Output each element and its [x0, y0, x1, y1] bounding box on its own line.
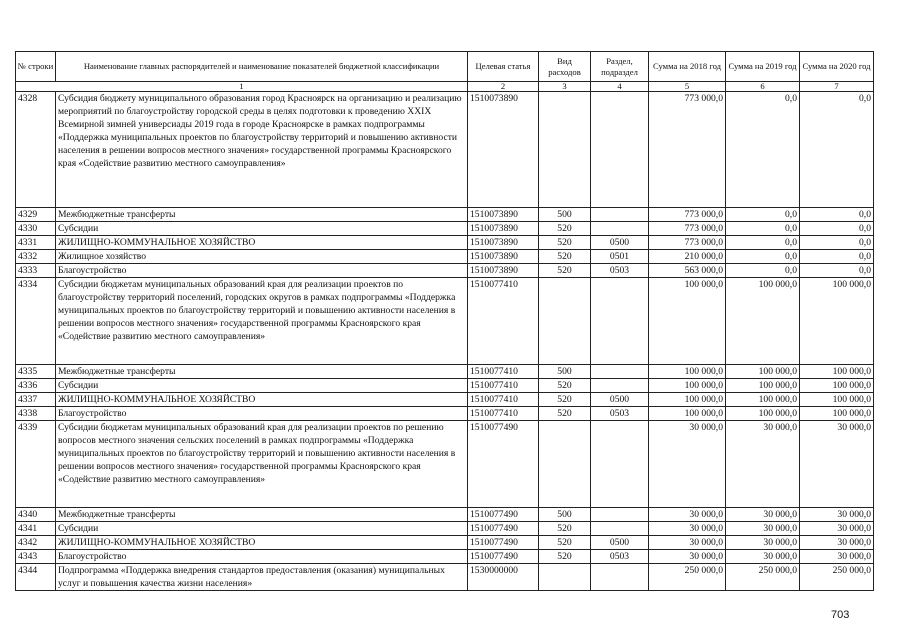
header-target: Целевая статья — [468, 52, 539, 82]
row-target-article: 1510077490 — [468, 421, 539, 508]
row-sum-2019: 0,0 — [726, 92, 800, 208]
row-section — [591, 522, 649, 536]
row-target-article: 1510077410 — [468, 407, 539, 421]
row-expense-type: 500 — [539, 208, 591, 222]
row-number: 4339 — [16, 421, 56, 508]
row-sum-2020: 30 000,0 — [800, 421, 874, 508]
row-number: 4330 — [16, 222, 56, 236]
row-sum-2019: 250 000,0 — [726, 564, 800, 591]
table-body — [16, 92, 874, 591]
row-number: 4332 — [16, 250, 56, 264]
row-name: ЖИЛИЩНО-КОММУНАЛЬНОЕ ХОЗЯЙСТВО — [56, 393, 468, 407]
row-sum-2019: 100 000,0 — [726, 379, 800, 393]
row-name: Субсидии — [56, 222, 468, 236]
row-sum-2018: 30 000,0 — [649, 508, 726, 522]
table-row — [16, 236, 874, 250]
row-name: Субсидии — [56, 379, 468, 393]
row-number: 4329 — [16, 208, 56, 222]
row-section: 0503 — [591, 407, 649, 421]
header-sum-2020: Сумма на 2020 год — [800, 52, 874, 82]
row-sum-2019: 30 000,0 — [726, 536, 800, 550]
column-number: 6 — [726, 82, 800, 92]
row-sum-2019: 100 000,0 — [726, 393, 800, 407]
row-sum-2020: 0,0 — [800, 222, 874, 236]
row-section: 0500 — [591, 393, 649, 407]
header-row — [16, 52, 874, 82]
row-sum-2020: 30 000,0 — [800, 536, 874, 550]
table-row — [16, 522, 874, 536]
table-row — [16, 564, 874, 591]
header-expense-type: Вид расходов — [539, 52, 591, 82]
row-name: Субсидии бюджетам муниципальных образований края для реализации проектов по решению вопросов местного значения сельских поселений в рамках подпрограммы «Поддержка муниципальных проектов по благоустройству территорий и повышению активности населения в решении вопросов местного значения» государственной программы Красноярского края «Содействие развитию местного самоуправления» — [56, 421, 468, 508]
row-sum-2020: 30 000,0 — [800, 522, 874, 536]
row-sum-2020: 30 000,0 — [800, 508, 874, 522]
row-sum-2018: 100 000,0 — [649, 407, 726, 421]
row-name: Благоустройство — [56, 264, 468, 278]
row-number: 4335 — [16, 365, 56, 379]
row-expense-type — [539, 92, 591, 208]
row-section — [591, 379, 649, 393]
row-target-article: 1510077490 — [468, 536, 539, 550]
row-section: 0501 — [591, 250, 649, 264]
row-sum-2019: 30 000,0 — [726, 522, 800, 536]
row-section — [591, 508, 649, 522]
row-sum-2020: 100 000,0 — [800, 365, 874, 379]
row-expense-type: 520 — [539, 550, 591, 564]
column-number: 4 — [591, 82, 649, 92]
row-name: ЖИЛИЩНО-КОММУНАЛЬНОЕ ХОЗЯЙСТВО — [56, 236, 468, 250]
table-row — [16, 421, 874, 508]
row-sum-2019: 100 000,0 — [726, 278, 800, 365]
row-number: 4344 — [16, 564, 56, 591]
row-expense-type: 520 — [539, 250, 591, 264]
row-section: 0503 — [591, 550, 649, 564]
table-row — [16, 365, 874, 379]
row-number: 4337 — [16, 393, 56, 407]
table-row — [16, 393, 874, 407]
row-section — [591, 278, 649, 365]
table-row — [16, 536, 874, 550]
row-number: 4342 — [16, 536, 56, 550]
table-row — [16, 550, 874, 564]
row-sum-2020: 100 000,0 — [800, 407, 874, 421]
row-section — [591, 564, 649, 591]
row-sum-2018: 563 000,0 — [649, 264, 726, 278]
table-row — [16, 407, 874, 421]
row-sum-2018: 773 000,0 — [649, 222, 726, 236]
row-section: 0500 — [591, 536, 649, 550]
header-row-no: № строки — [16, 52, 56, 82]
row-target-article: 1510077410 — [468, 393, 539, 407]
row-name: Субсидия бюджету муниципального образования город Красноярск на организацию и реализацию мероприятий по благоустройству городской среды в целях подготовки к проведению XXIX Всемирной зимней универсиады 2019 года в городе Красноярске в рамках подпрограммы «Поддержка муниципальных проектов по благоустройству территорий и повышению активности населения в решении вопросов местного значения» государственной программы Красноярского края «Содействие развитию местного самоуправления» — [56, 92, 468, 208]
header-section: Раздел, подраздел — [591, 52, 649, 82]
row-section: 0500 — [591, 236, 649, 250]
row-name: ЖИЛИЩНО-КОММУНАЛЬНОЕ ХОЗЯЙСТВО — [56, 536, 468, 550]
row-sum-2020: 0,0 — [800, 92, 874, 208]
table-row — [16, 379, 874, 393]
row-number: 4328 — [16, 92, 56, 208]
row-expense-type — [539, 421, 591, 508]
row-sum-2019: 0,0 — [726, 208, 800, 222]
row-name: Межбюджетные трансферты — [56, 208, 468, 222]
column-number: 5 — [649, 82, 726, 92]
row-sum-2018: 100 000,0 — [649, 365, 726, 379]
row-number: 4333 — [16, 264, 56, 278]
row-sum-2018: 30 000,0 — [649, 522, 726, 536]
row-sum-2018: 100 000,0 — [649, 393, 726, 407]
row-target-article: 1510073890 — [468, 236, 539, 250]
row-sum-2019: 0,0 — [726, 250, 800, 264]
row-target-article: 1510077490 — [468, 550, 539, 564]
row-sum-2018: 773 000,0 — [649, 236, 726, 250]
row-target-article: 1510073890 — [468, 264, 539, 278]
row-sum-2018: 30 000,0 — [649, 536, 726, 550]
row-sum-2019: 0,0 — [726, 236, 800, 250]
row-target-article: 1510077410 — [468, 278, 539, 365]
header-sum-2018: Сумма на 2018 год — [649, 52, 726, 82]
row-sum-2019: 30 000,0 — [726, 550, 800, 564]
row-sum-2019: 0,0 — [726, 264, 800, 278]
table-row — [16, 264, 874, 278]
row-target-article: 1510073890 — [468, 208, 539, 222]
row-expense-type: 520 — [539, 236, 591, 250]
row-target-article: 1510073890 — [468, 222, 539, 236]
row-expense-type: 520 — [539, 393, 591, 407]
row-sum-2020: 0,0 — [800, 208, 874, 222]
row-number: 4336 — [16, 379, 56, 393]
row-section: 0503 — [591, 264, 649, 278]
row-sum-2018: 30 000,0 — [649, 550, 726, 564]
table-row — [16, 208, 874, 222]
row-sum-2020: 0,0 — [800, 236, 874, 250]
row-expense-type: 520 — [539, 407, 591, 421]
table-row — [16, 250, 874, 264]
row-sum-2018: 100 000,0 — [649, 278, 726, 365]
table-row — [16, 278, 874, 365]
row-sum-2018: 250 000,0 — [649, 564, 726, 591]
row-sum-2019: 100 000,0 — [726, 365, 800, 379]
row-name: Подпрограмма «Поддержка внедрения стандартов предоставления (оказания) муниципальных услуг и повышения качества жизни населения» — [56, 564, 468, 591]
row-section — [591, 222, 649, 236]
row-number: 4334 — [16, 278, 56, 365]
row-sum-2019: 100 000,0 — [726, 407, 800, 421]
row-target-article: 1510077410 — [468, 365, 539, 379]
table-row — [16, 222, 874, 236]
row-section — [591, 92, 649, 208]
row-sum-2020: 30 000,0 — [800, 550, 874, 564]
row-number: 4343 — [16, 550, 56, 564]
column-number-row — [16, 82, 874, 92]
table-row — [16, 508, 874, 522]
row-expense-type — [539, 564, 591, 591]
row-name: Межбюджетные трансферты — [56, 508, 468, 522]
budget-table — [15, 51, 874, 591]
row-expense-type: 500 — [539, 365, 591, 379]
row-section — [591, 365, 649, 379]
row-target-article: 1510073890 — [468, 250, 539, 264]
row-number: 4338 — [16, 407, 56, 421]
row-expense-type: 520 — [539, 536, 591, 550]
row-sum-2019: 0,0 — [726, 222, 800, 236]
row-number: 4331 — [16, 236, 56, 250]
row-sum-2020: 100 000,0 — [800, 393, 874, 407]
row-expense-type: 520 — [539, 522, 591, 536]
row-target-article: 1510077490 — [468, 508, 539, 522]
row-sum-2020: 0,0 — [800, 250, 874, 264]
column-number: 2 — [468, 82, 539, 92]
page-number: 703 — [831, 609, 850, 621]
column-number: 1 — [16, 82, 468, 92]
table-row — [16, 92, 874, 208]
row-section — [591, 208, 649, 222]
row-sum-2018: 773 000,0 — [649, 92, 726, 208]
header-sum-2019: Сумма на 2019 год — [726, 52, 800, 82]
row-sum-2020: 100 000,0 — [800, 379, 874, 393]
row-sum-2018: 773 000,0 — [649, 208, 726, 222]
row-sum-2018: 100 000,0 — [649, 379, 726, 393]
row-target-article: 1510077490 — [468, 522, 539, 536]
row-number: 4340 — [16, 508, 56, 522]
row-name: Жилищное хозяйство — [56, 250, 468, 264]
row-name: Благоустройство — [56, 550, 468, 564]
row-sum-2020: 250 000,0 — [800, 564, 874, 591]
row-section — [591, 421, 649, 508]
row-expense-type: 500 — [539, 508, 591, 522]
row-name: Межбюджетные трансферты — [56, 365, 468, 379]
row-name: Субсидии — [56, 522, 468, 536]
column-number: 7 — [800, 82, 874, 92]
header-name: Наименование главных распорядителей и наименование показателей бюджетной классификации — [56, 52, 468, 82]
row-sum-2019: 30 000,0 — [726, 421, 800, 508]
row-number: 4341 — [16, 522, 56, 536]
row-target-article: 1510073890 — [468, 92, 539, 208]
row-target-article: 1510077410 — [468, 379, 539, 393]
row-sum-2018: 210 000,0 — [649, 250, 726, 264]
row-sum-2020: 100 000,0 — [800, 278, 874, 365]
row-sum-2019: 30 000,0 — [726, 508, 800, 522]
column-number: 3 — [539, 82, 591, 92]
row-name: Субсидии бюджетам муниципальных образований края для реализации проектов по благоустройству территорий поселений, городских округов в рамках подпрограммы «Поддержка муниципальных проектов по благоустройству территорий и повышению активности населения в решении вопросов местного значения» государственной программы Красноярского края «Содействие развитию местного самоуправления» — [56, 278, 468, 365]
row-expense-type: 520 — [539, 222, 591, 236]
row-expense-type: 520 — [539, 379, 591, 393]
row-target-article: 1530000000 — [468, 564, 539, 591]
row-sum-2020: 0,0 — [800, 264, 874, 278]
row-expense-type: 520 — [539, 264, 591, 278]
row-expense-type — [539, 278, 591, 365]
row-sum-2018: 30 000,0 — [649, 421, 726, 508]
row-name: Благоустройство — [56, 407, 468, 421]
